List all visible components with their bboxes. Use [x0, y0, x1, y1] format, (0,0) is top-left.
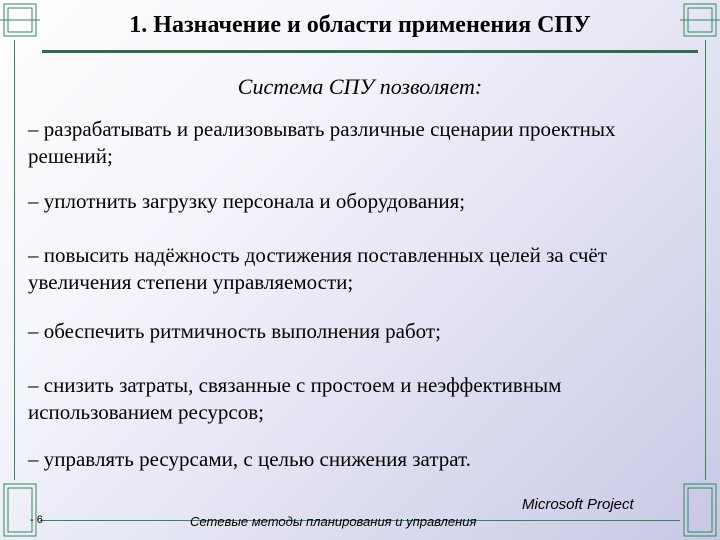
bullet-item-3: – повысить надёжность достижения поставленных целей за счёт увеличения степени управляемости;: [28, 243, 607, 294]
slide-subtitle: Система СПУ позволяет:: [237, 74, 483, 99]
corner-frame-bottom-right: [680, 480, 720, 540]
corner-frame-bottom-left: [0, 480, 40, 540]
bullet-item-6: – управлять ресурсами, с целью снижения затрат.: [28, 447, 471, 471]
bullet-item-5: – снизить затраты, связанные с простоем и неэффективным использованием ресурсов;: [28, 373, 562, 424]
bullet-item-4: – обеспечить ритмичность выполнения работ;: [28, 319, 441, 343]
footer-product: Microsoft Project: [522, 496, 634, 513]
frame-line-left: [14, 40, 15, 480]
title-underline: [42, 50, 698, 53]
bullet-item-2: – уплотнить загрузку персонала и оборудования;: [28, 189, 466, 213]
bullet-item-1: – разрабатывать и реализовывать различные сценарии проектных решений;: [28, 117, 616, 168]
page-number: - 6: [30, 514, 43, 526]
corner-frame-top-right: [680, 0, 720, 40]
footer-caption: Сетевые методы планирования и управления: [190, 514, 477, 529]
frame-line-right: [705, 40, 706, 480]
slide-title: 1. Назначение и области применения СПУ: [129, 12, 591, 38]
corner-frame-top-left: [0, 0, 40, 40]
